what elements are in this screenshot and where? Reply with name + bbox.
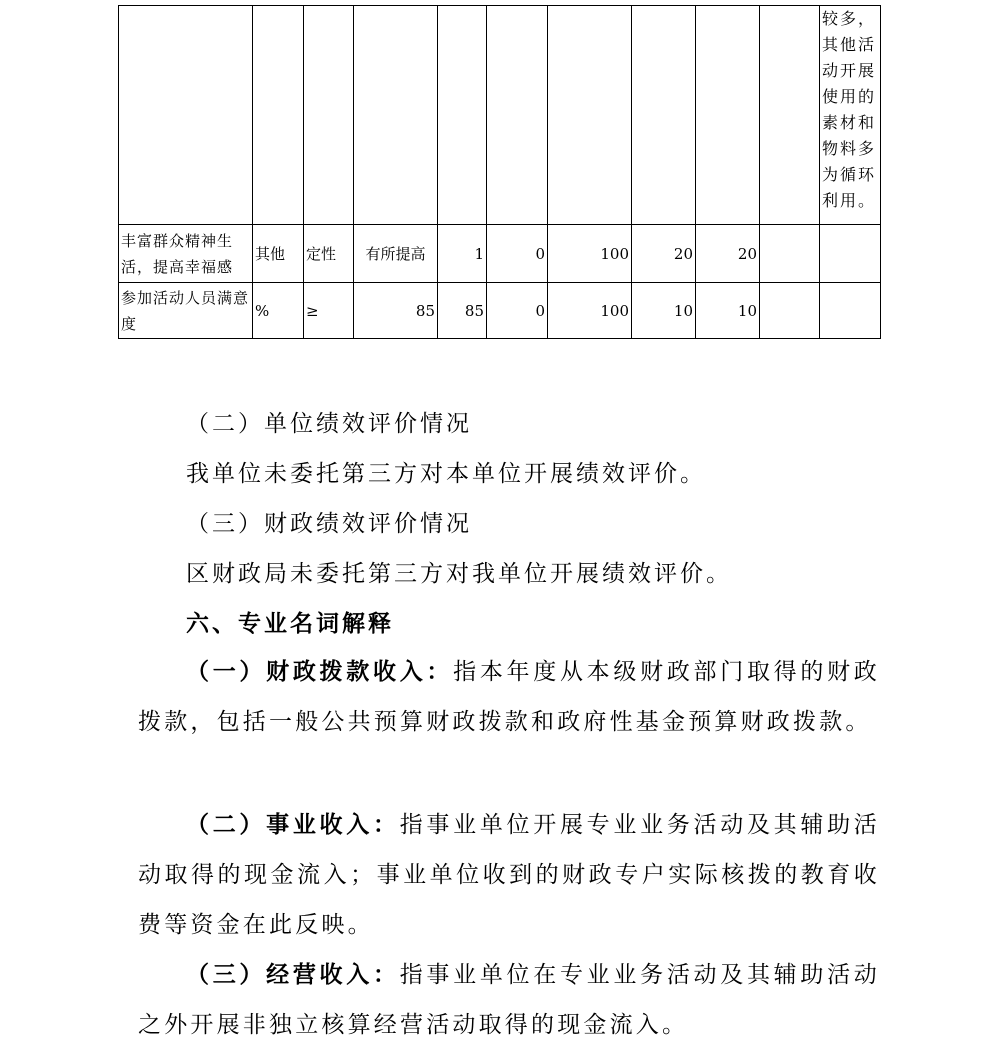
table-cell: 10	[632, 283, 696, 339]
performance-table	[118, 5, 881, 339]
table-row	[119, 225, 881, 283]
table-cell	[760, 225, 820, 283]
table-cell	[760, 283, 820, 339]
glossary-definition: 指本年度从本级财政部门取得的财政拨款，包括一般公共预算财政拨款和政府性基金预算财政拨款。	[138, 659, 881, 735]
glossary-item	[138, 950, 880, 1050]
indicator-type: 其他	[253, 225, 304, 283]
table-cell	[354, 6, 438, 225]
indicator-name: 参加活动人员满意度	[119, 283, 253, 339]
glossary-definition: 指事业单位在专业业务活动及其辅助活动之外开展非独立核算经营活动取得的现金流入。	[138, 962, 880, 1038]
indicator-actual: 1	[438, 225, 487, 283]
table-row	[119, 6, 881, 225]
table-cell	[487, 6, 548, 225]
table-cell	[438, 6, 487, 225]
table-cell: 0	[487, 283, 548, 339]
indicator-target: 有所提高	[354, 225, 438, 283]
glossary-term: （二）事业收入：	[186, 811, 400, 838]
glossary-item	[138, 647, 880, 747]
table-cell: 0	[487, 225, 548, 283]
indicator-target: 85	[354, 283, 438, 339]
indicator-actual: 85	[438, 283, 487, 339]
table-cell: 100	[548, 225, 632, 283]
glossary-term: （一）财政拨款收入：	[186, 658, 454, 685]
table-cell	[760, 6, 820, 225]
table-cell	[696, 6, 760, 225]
table-cell: 100	[548, 283, 632, 339]
table-cell	[632, 6, 696, 225]
indicator-nature: 定性	[304, 225, 354, 283]
table-cell	[304, 6, 354, 225]
table-cell	[820, 225, 881, 283]
continuation-note: 较多，其他活动开展使用的素材和物料多为循环利用。	[820, 6, 881, 225]
table-cell	[253, 6, 304, 225]
table-cell	[548, 6, 632, 225]
table-cell: 20	[696, 225, 760, 283]
table-cell: 10	[696, 283, 760, 339]
glossary-definition: 指事业单位开展专业业务活动及其辅助活动取得的现金流入；事业单位收到的财政专户实际核拨的教育收费等资金在此反映。	[138, 812, 880, 938]
body-paragraph: 区财政局未委托第三方对我单位开展绩效评价。	[186, 561, 732, 587]
chapter-heading: 六、专业名词解释	[186, 610, 394, 637]
section-heading: （二）单位绩效评价情况	[186, 411, 472, 437]
body-paragraph: 我单位未委托第三方对本单位开展绩效评价。	[186, 461, 706, 487]
table-cell	[119, 6, 253, 225]
glossary-term: （三）经营收入：	[186, 961, 400, 988]
glossary-item	[138, 800, 880, 950]
indicator-type: %	[253, 283, 304, 339]
section-heading: （三）财政绩效评价情况	[186, 511, 472, 537]
indicator-name: 丰富群众精神生活，提高幸福感	[119, 225, 253, 283]
table-cell: 20	[632, 225, 696, 283]
indicator-nature: ≥	[304, 283, 354, 339]
table-row	[119, 283, 881, 339]
table-cell	[820, 283, 881, 339]
